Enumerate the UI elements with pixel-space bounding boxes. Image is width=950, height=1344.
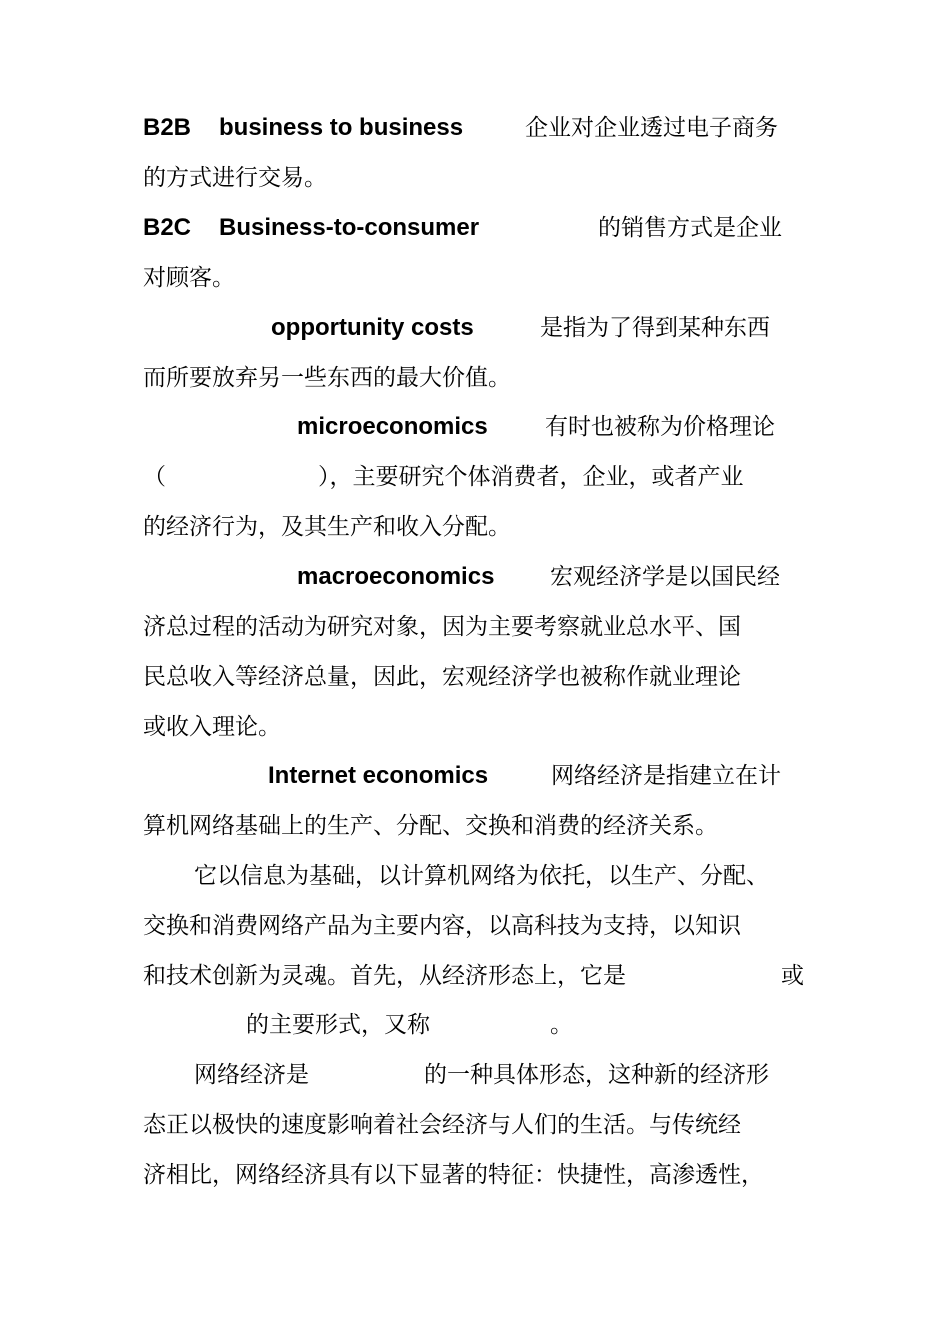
micro-line-1 bbox=[0, 402, 950, 452]
micro-open-paren: （ bbox=[143, 464, 166, 490]
b2b-line-2 bbox=[0, 153, 950, 203]
internet-paragraph2-line-2: 态正以极快的速度影响着社会经济与人们的生活。与传统经 bbox=[143, 1112, 741, 1138]
internet-para-line-4 bbox=[0, 1000, 950, 1050]
internet-para2-line-2 bbox=[0, 1100, 950, 1150]
internet-paragraph2-line-1b: 的一种具体形态，这种新的经济形 bbox=[424, 1062, 769, 1088]
micro-definition-line-1: 有时也被称为价格理论 bbox=[545, 414, 775, 440]
b2b-definition-line-2: 的方式进行交易。 bbox=[143, 165, 327, 191]
internet-line-2 bbox=[0, 801, 950, 851]
macro-definition-line-4: 或收入理论。 bbox=[143, 714, 281, 740]
internet-para2-line-1 bbox=[0, 1050, 950, 1100]
internet-line-1 bbox=[0, 751, 950, 801]
opportunity-line-1 bbox=[0, 303, 950, 353]
internet-paragraph2-line-1a: 网络经济是 bbox=[194, 1062, 309, 1088]
micro-line-3 bbox=[0, 502, 950, 552]
b2c-definition-line-1: 的销售方式是企业 bbox=[598, 215, 782, 241]
b2b-definition-line-1: 企业对企业透过电子商务 bbox=[525, 115, 778, 141]
internet-paragraph-line-3b: 或 bbox=[781, 963, 804, 989]
b2c-line-1 bbox=[0, 203, 950, 253]
macro-line-1 bbox=[0, 552, 950, 602]
internet-definition-line-1: 网络经济是指建立在计 bbox=[551, 763, 781, 789]
b2c-line-2 bbox=[0, 253, 950, 303]
micro-definition-line-3: 的经济行为，及其生产和收入分配。 bbox=[143, 514, 511, 540]
b2c-abbr: B2C bbox=[143, 214, 192, 241]
macro-definition-line-2: 济总过程的活动为研究对象，因为主要考察就业总水平、国 bbox=[143, 614, 741, 640]
internet-paragraph2-line-3: 济相比，网络经济具有以下显著的特征：快捷性，高渗透性， bbox=[143, 1162, 764, 1188]
internet-english-term: Internet economics bbox=[268, 762, 489, 789]
opportunity-line-2 bbox=[0, 353, 950, 403]
internet-paragraph-line-1: 它以信息为基础，以计算机网络为依托，以生产、分配、 bbox=[194, 863, 769, 889]
b2b-english-term: business to business bbox=[219, 114, 464, 141]
b2b-line-1 bbox=[0, 103, 950, 153]
macro-line-4 bbox=[0, 702, 950, 752]
internet-paragraph-line-2: 交换和消费网络产品为主要内容，以高科技为支持，以知识 bbox=[143, 913, 741, 939]
b2c-english-term: Business-to-consumer bbox=[219, 214, 480, 241]
internet-para-line-1 bbox=[0, 851, 950, 901]
internet-paragraph-line-3a: 和技术创新为灵魂。首先，从经济形态上，它是 bbox=[143, 963, 626, 989]
b2b-abbr: B2B bbox=[143, 114, 192, 141]
opportunity-definition-line-1: 是指为了得到某种东西 bbox=[540, 315, 770, 341]
macro-definition-line-3: 民总收入等经济总量，因此，宏观经济学也被称作就业理论 bbox=[143, 664, 741, 690]
b2c-definition-line-2: 对顾客。 bbox=[143, 265, 235, 291]
internet-definition-line-2: 算机网络基础上的生产、分配、交换和消费的经济关系。 bbox=[143, 813, 718, 839]
macro-line-2 bbox=[0, 602, 950, 652]
opportunity-english-term: opportunity costs bbox=[271, 314, 474, 341]
internet-paragraph-line-4a: 的主要形式，又称 bbox=[246, 1012, 430, 1038]
opportunity-definition-line-2: 而所要放弃另一些东西的最大价值。 bbox=[143, 365, 511, 391]
macro-line-3 bbox=[0, 652, 950, 702]
internet-para-line-3 bbox=[0, 951, 950, 1001]
micro-definition-line-2: ），主要研究个体消费者，企业，或者产业 bbox=[318, 464, 744, 490]
macro-definition-line-1: 宏观经济学是以国民经 bbox=[550, 564, 780, 590]
internet-para-line-2 bbox=[0, 901, 950, 951]
internet-paragraph-line-4b: 。 bbox=[550, 1012, 573, 1038]
micro-line-2 bbox=[0, 452, 950, 502]
internet-para2-line-3 bbox=[0, 1150, 950, 1200]
macro-english-term: macroeconomics bbox=[297, 563, 495, 590]
micro-english-term: microeconomics bbox=[297, 413, 488, 440]
